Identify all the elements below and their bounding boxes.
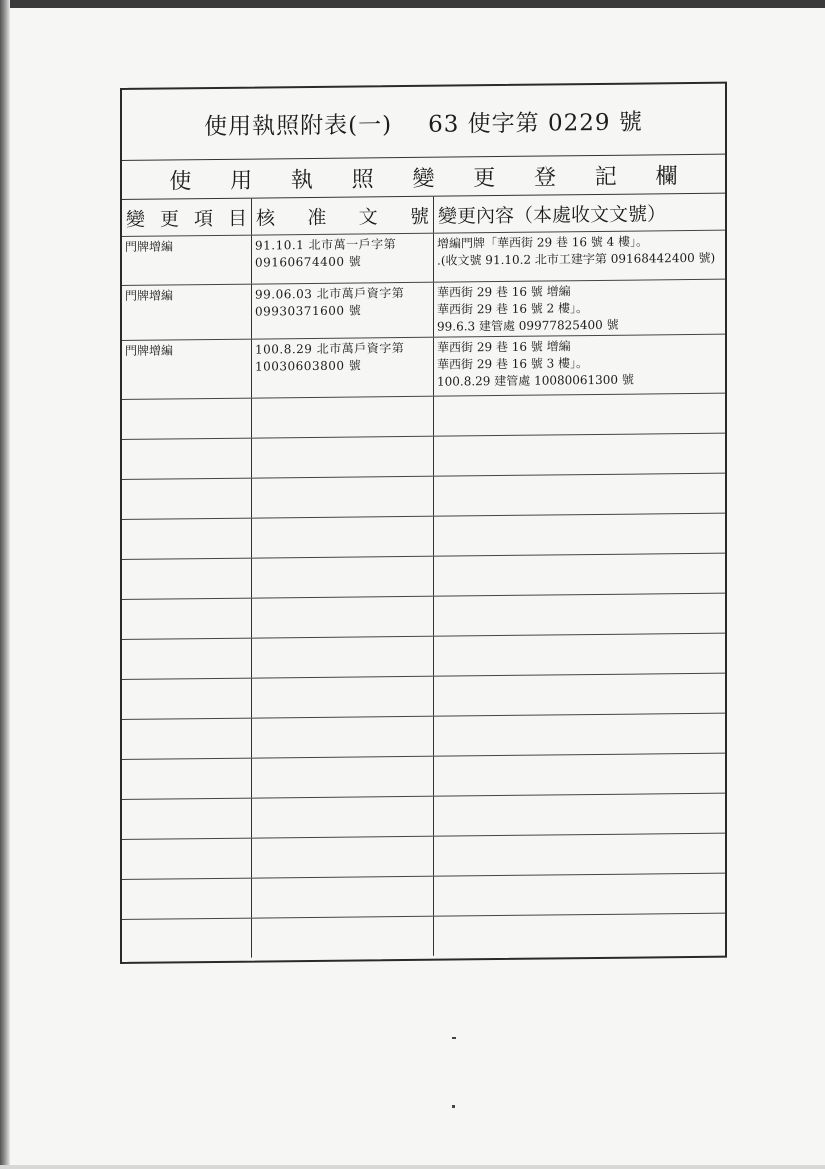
- empty-cell: [252, 877, 434, 918]
- cell-content: 華西街 29 巷 16 號 增編 華西街 29 巷 16 號 2 樓」。 99.6.3 建管處 09977825400 號: [437, 284, 619, 334]
- empty-cell: [122, 599, 252, 639]
- empty-cell: [252, 397, 434, 438]
- empty-cell: [252, 717, 434, 758]
- empty-cell: [252, 557, 434, 598]
- empty-cell: [434, 834, 725, 876]
- subtitle-char: 記: [594, 164, 617, 190]
- scan-edge-bottom: [0, 1165, 825, 1169]
- subtitle-char: 欄: [655, 163, 678, 189]
- empty-cell: [434, 754, 725, 796]
- empty-cell: [434, 394, 725, 436]
- empty-table-row: [122, 594, 725, 640]
- empty-cell: [122, 479, 252, 519]
- empty-cell: [122, 719, 252, 759]
- empty-cell: [122, 399, 252, 439]
- form-title: [122, 84, 725, 161]
- empty-cell: [434, 434, 725, 476]
- empty-cell: [434, 914, 725, 956]
- empty-cell: [434, 634, 725, 676]
- empty-cell: [122, 879, 252, 919]
- scan-edge-left: [0, 0, 10, 1169]
- empty-cell: [434, 554, 725, 596]
- subtitle-char: 變: [412, 166, 435, 192]
- empty-cell: [434, 514, 725, 556]
- empty-cell: [252, 677, 434, 718]
- form-subtitle: [122, 155, 725, 200]
- empty-cell: [122, 679, 252, 719]
- empty-cell: [252, 597, 434, 638]
- form-title-number: 63 使字第 0229 號: [428, 109, 643, 138]
- header-approval-number: 核 准 文 號: [252, 197, 434, 235]
- subtitle-char: 更: [473, 165, 496, 191]
- empty-cell: [122, 559, 252, 599]
- empty-cell: [252, 757, 434, 798]
- header-change-item: 變 更 項 目: [122, 199, 252, 236]
- table-row: [122, 335, 725, 400]
- empty-cell: [252, 437, 434, 478]
- subtitle-char: 照: [351, 166, 374, 193]
- empty-table-row: [122, 914, 725, 959]
- empty-cell: [252, 517, 434, 558]
- table-row: [122, 280, 725, 341]
- empty-table-row: [122, 554, 725, 600]
- empty-table-row: [122, 514, 725, 560]
- subtitle-char: 用: [230, 168, 253, 194]
- empty-table-row: [122, 634, 725, 680]
- empty-cell: [122, 839, 252, 879]
- empty-cell: [252, 837, 434, 878]
- empty-cell: [434, 474, 725, 516]
- empty-table-row: [122, 394, 725, 440]
- table-header: [122, 194, 725, 237]
- table-row: [122, 231, 725, 286]
- empty-table-row: [122, 754, 725, 800]
- empty-cell: [252, 917, 434, 958]
- empty-cell: [122, 919, 252, 959]
- cell-item: 門牌增編: [122, 340, 252, 399]
- empty-cell: [434, 794, 725, 836]
- cell-approval: 99.06.03 北市萬戶資字第 09930371600 號: [252, 283, 434, 339]
- empty-cell: [122, 759, 252, 799]
- empty-cell: [122, 799, 252, 839]
- empty-cell: [252, 797, 434, 838]
- subtitle-char: 執: [290, 167, 313, 193]
- empty-cell: [434, 874, 725, 916]
- cell-content: 華西街 29 巷 16 號 增編 華西街 29 巷 16 號 3 樓」。 100.8.29 建管處 10080061300 號: [437, 339, 634, 389]
- scan-edge-top: [0, 0, 825, 8]
- cell-item: 門牌增編: [122, 285, 252, 340]
- empty-table-row: [122, 834, 725, 880]
- header-change-content: 變更內容（本處收文文號）: [438, 202, 667, 228]
- empty-cell: [434, 674, 725, 716]
- empty-cell: [434, 594, 725, 636]
- empty-rows: [122, 394, 725, 959]
- empty-cell: [434, 714, 725, 756]
- cell-item: 門牌增編: [122, 236, 252, 285]
- cell-approval: 91.10.1 北市萬一戶字第 09160674400 號: [252, 234, 434, 284]
- empty-cell: [122, 519, 252, 559]
- subtitle-char: 登: [533, 164, 556, 191]
- subtitle-char: 使: [169, 168, 192, 194]
- empty-table-row: [122, 794, 725, 840]
- empty-table-row: [122, 674, 725, 720]
- empty-cell: [252, 477, 434, 518]
- scan-speck: [452, 1105, 455, 1108]
- license-annex-form: [120, 82, 727, 964]
- cell-content: 增編門牌「華西街 29 巷 16 號 4 樓」。 .(收文號 91.10.2 北市工建字第 09168442400 號): [437, 234, 716, 268]
- empty-table-row: [122, 714, 725, 760]
- empty-cell: [122, 439, 252, 479]
- cell-approval: 100.8.29 北市萬戶資字第 10030603800 號: [252, 338, 434, 398]
- empty-table-row: [122, 434, 725, 480]
- scan-speck: [452, 1037, 456, 1039]
- empty-cell: [252, 637, 434, 678]
- empty-cell: [122, 639, 252, 679]
- form-title-name: 使用執照附表(一): [204, 111, 393, 140]
- empty-table-row: [122, 474, 725, 520]
- empty-table-row: [122, 874, 725, 920]
